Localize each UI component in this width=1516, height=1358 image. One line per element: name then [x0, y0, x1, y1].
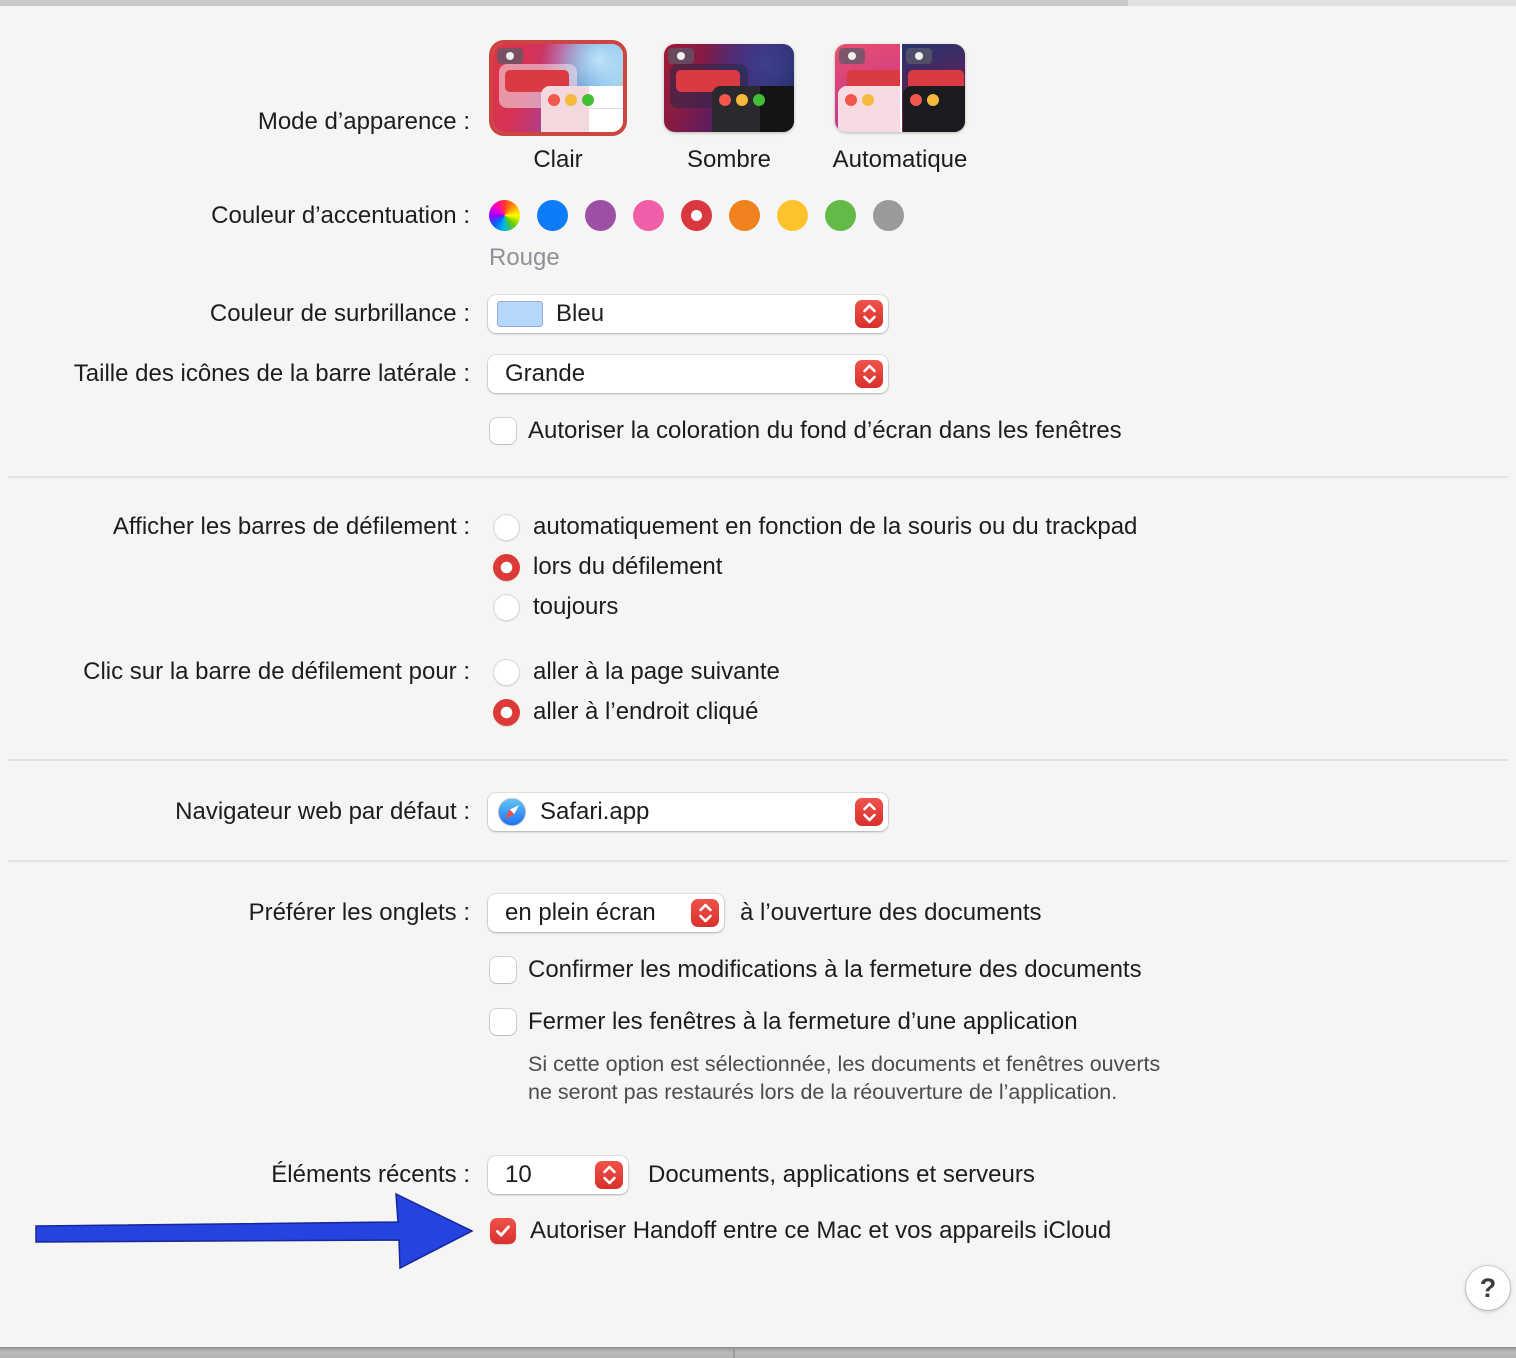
- window-top-edge-light: [1128, 0, 1516, 6]
- accent-dot-multicolore[interactable]: [489, 200, 520, 231]
- scrollbar-click-radio-clicked-spot[interactable]: [493, 699, 520, 726]
- scrollbars-radio-auto[interactable]: [493, 514, 520, 541]
- scrollbars-radio-when-scrolling[interactable]: [493, 554, 520, 581]
- stepper-up-down-icon: [691, 899, 719, 927]
- mini-window: [712, 86, 794, 132]
- window-bottom-edge: [0, 1347, 1516, 1358]
- apple-logo-icon: [906, 48, 932, 64]
- default-browser-label: Navigateur web par défaut :: [175, 798, 470, 825]
- accent-color-label: Couleur d’accentuation :: [211, 202, 470, 229]
- stepper-up-down-icon: [855, 300, 883, 328]
- prefer-tabs-select[interactable]: [488, 894, 724, 932]
- sidebar-icon-size-label: Taille des icônes de la barre latérale :: [73, 360, 470, 387]
- help-question-icon: ?: [1479, 1272, 1497, 1303]
- scrollbars-option-label: lors du défilement: [533, 553, 723, 580]
- accent-dot-vert[interactable]: [825, 200, 856, 231]
- scrollbar-click-option-label: aller à l’endroit cliqué: [533, 698, 759, 725]
- appearance-option-clair[interactable]: [473, 44, 643, 174]
- scrollbars-option-label: automatiquement en fonction de la souris ou du trackpad: [533, 513, 1138, 540]
- appearance-option-label: Automatique: [832, 146, 968, 173]
- traffic-yellow-icon: [862, 94, 874, 106]
- accent-dot-orange[interactable]: [729, 200, 760, 231]
- highlight-color-select[interactable]: [488, 295, 888, 333]
- appearance-option-sombre[interactable]: [644, 44, 814, 174]
- mini-window: [838, 86, 900, 132]
- appearance-thumbnail-light: [493, 44, 623, 132]
- appearance-option-label: Sombre: [686, 146, 772, 173]
- prefer-tabs-value: en plein écran: [505, 899, 656, 926]
- scrollbars-option-label: toujours: [533, 593, 619, 620]
- show-scrollbars-label: Afficher les barres de défilement :: [112, 513, 470, 540]
- section-divider: [8, 860, 1508, 862]
- scrollbar-click-label: Clic sur la barre de défilement pour :: [83, 658, 470, 685]
- confirm-changes-checkbox[interactable]: [490, 957, 516, 983]
- scrollbars-radio-always[interactable]: [493, 594, 520, 621]
- close-windows-label: Fermer les fenêtres à la fermeture d’une application: [528, 1008, 1078, 1035]
- window-top-edge: [0, 0, 1516, 6]
- section-divider: [8, 759, 1508, 761]
- accent-dot-violet[interactable]: [585, 200, 616, 231]
- prefer-tabs-label: Préférer les onglets :: [248, 899, 470, 926]
- section-divider: [8, 476, 1508, 478]
- traffic-green-icon: [753, 94, 765, 106]
- stepper-up-down-icon: [855, 798, 883, 826]
- apple-logo-icon: [668, 48, 694, 64]
- safari-icon: [497, 797, 527, 827]
- apple-logo-icon: [839, 48, 865, 64]
- annotation-arrow-icon: [28, 1186, 476, 1278]
- traffic-yellow-icon: [565, 94, 577, 106]
- stepper-up-down-icon: [595, 1161, 623, 1189]
- traffic-yellow-icon: [927, 94, 939, 106]
- confirm-changes-label: Confirmer les modifications à la fermeture des documents: [528, 956, 1142, 983]
- appearance-thumbnail-dark: [664, 44, 794, 132]
- accent-dot-rouge[interactable]: [681, 200, 712, 231]
- recent-items-select[interactable]: [488, 1156, 628, 1194]
- wallpaper-tinting-checkbox[interactable]: [490, 418, 516, 444]
- accent-dot-jaune[interactable]: [777, 200, 808, 231]
- wallpaper-tinting-label: Autoriser la coloration du fond d’écran dans les fenêtres: [528, 417, 1122, 444]
- help-button[interactable]: [1466, 1266, 1510, 1310]
- appearance-option-label: Clair: [533, 146, 583, 173]
- traffic-red-icon: [719, 94, 731, 106]
- scrollbar-click-option-label: aller à la page suivante: [533, 658, 780, 685]
- highlight-color-value: Bleu: [556, 300, 605, 327]
- traffic-red-icon: [845, 94, 857, 106]
- recent-items-suffix: Documents, applications et serveurs: [648, 1161, 1035, 1188]
- handoff-checkbox[interactable]: [490, 1218, 516, 1244]
- traffic-green-icon: [582, 94, 594, 106]
- traffic-red-icon: [548, 94, 560, 106]
- recent-items-value: 10: [505, 1161, 532, 1188]
- close-windows-checkbox[interactable]: [490, 1009, 516, 1035]
- stepper-up-down-icon: [855, 360, 883, 388]
- traffic-red-icon: [910, 94, 922, 106]
- close-windows-note: Si cette option est sélectionnée, les documents et fenêtres ouverts ne seront pas restaurés lors de la réouverture de l’application.: [528, 1052, 1161, 1104]
- highlight-color-swatch: [497, 301, 543, 327]
- default-browser-value: Safari.app: [540, 798, 650, 825]
- accent-dot-graphite[interactable]: [873, 200, 904, 231]
- appearance-thumbnail-auto: [835, 44, 965, 132]
- accent-selected-name: Rouge: [489, 244, 560, 271]
- mini-window: [541, 86, 623, 132]
- checkmark-icon: [494, 1222, 512, 1240]
- sidebar-icon-size-value: Grande: [505, 360, 586, 387]
- accent-dot-rose[interactable]: [633, 200, 664, 231]
- default-browser-select[interactable]: [488, 793, 888, 831]
- sidebar-icon-size-select[interactable]: [488, 355, 888, 393]
- recent-items-label: Éléments récents :: [271, 1161, 470, 1188]
- appearance-option-automatique[interactable]: [815, 44, 985, 174]
- accent-dot-bleu[interactable]: [537, 200, 568, 231]
- apple-logo-icon: [497, 48, 523, 64]
- highlight-color-label: Couleur de surbrillance :: [209, 300, 470, 327]
- appearance-mode-label: Mode d’apparence :: [257, 108, 470, 135]
- mini-window: [903, 86, 965, 132]
- handoff-label: Autoriser Handoff entre ce Mac et vos appareils iCloud: [530, 1217, 1112, 1244]
- bottom-edge-seam: [733, 1348, 735, 1358]
- accent-color-picker: [489, 200, 904, 231]
- prefer-tabs-suffix: à l’ouverture des documents: [740, 899, 1042, 926]
- traffic-yellow-icon: [736, 94, 748, 106]
- scrollbar-click-radio-next-page[interactable]: [493, 659, 520, 686]
